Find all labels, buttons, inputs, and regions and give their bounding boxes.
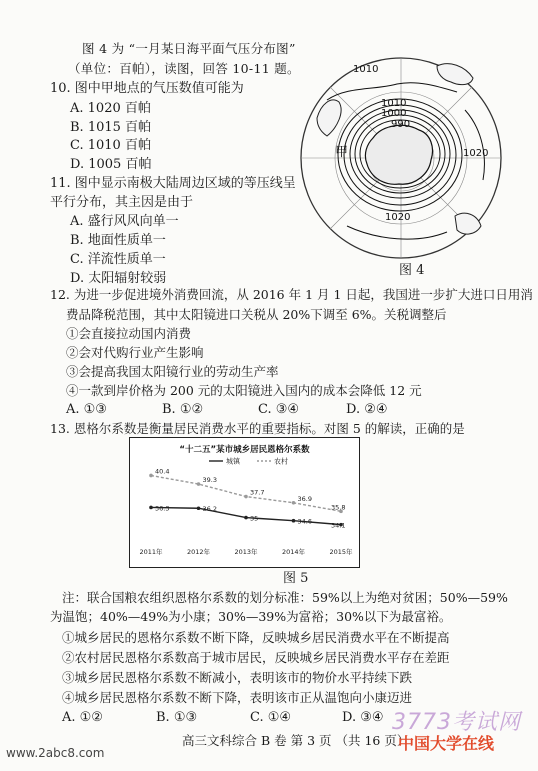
watermark-cn: 中国大学在线 bbox=[398, 734, 495, 753]
data-label-0-3: 34.6 bbox=[297, 517, 312, 526]
q10-option-b: B. 1015 百帕 bbox=[70, 120, 152, 135]
x-tick-label-0: 2011年 bbox=[139, 548, 163, 556]
legend-label-0: 城镇 bbox=[226, 457, 240, 466]
map-label-1010-top: 1010 bbox=[353, 64, 379, 75]
q11-option-c: C. 洋流性质单一 bbox=[70, 252, 166, 267]
engel-chart bbox=[129, 437, 360, 568]
data-point-0-0 bbox=[149, 506, 153, 510]
map-label-1020-east: 1020 bbox=[463, 148, 489, 159]
data-label-1-2: 37.7 bbox=[250, 488, 265, 497]
q12-stem-line-2: 费品降税范围，其中太阳镜进口关税从 20%下调至 6%。关税调整后 bbox=[66, 307, 447, 322]
q12-item-3: ③会提高我国太阳镜行业的劳动生产率 bbox=[66, 364, 279, 379]
q13-item-2: ②农村居民恩格尔系数高于城市居民，反映城乡居民消费水平存在差距 bbox=[62, 650, 450, 665]
q13-option-d: D. ③④ bbox=[342, 710, 384, 725]
data-label-1-4: 35.8 bbox=[331, 503, 346, 512]
q12-option-d: D. ②④ bbox=[346, 402, 388, 417]
q11-option-b: B. 地面性质单一 bbox=[70, 233, 166, 248]
data-point-1-0 bbox=[149, 474, 153, 478]
map-caption: 图 4 bbox=[399, 263, 425, 278]
chart-title: “十二五”某市城乡居民恩格尔系数 bbox=[179, 445, 310, 455]
data-label-0-0: 36.3 bbox=[155, 504, 170, 513]
pressure-map bbox=[287, 40, 512, 265]
q10-option-c: C. 1010 百帕 bbox=[70, 138, 151, 153]
q11-stem-line-1: 11. 图中显示南极大陆周边区域的等压线呈 bbox=[50, 176, 296, 191]
data-label-1-3: 36.9 bbox=[297, 494, 312, 503]
data-point-0-2 bbox=[244, 516, 248, 520]
q11-stem-line-2: 平行分布，其主因是由于 bbox=[50, 195, 194, 210]
legend-label-1: 农村 bbox=[274, 457, 288, 466]
data-point-1-3 bbox=[292, 501, 296, 505]
data-label-1-0: 40.4 bbox=[155, 467, 170, 476]
q13-option-b: B. ①③ bbox=[156, 710, 198, 725]
q11-option-a: A. 盛行风风向单一 bbox=[70, 214, 179, 229]
map-label-990: 990 bbox=[391, 119, 411, 130]
q10-stem: 10. 图中甲地点的气压数值可能为 bbox=[50, 81, 244, 96]
q12-option-b: B. ①② bbox=[162, 402, 204, 417]
data-label-0-4: 34.1 bbox=[331, 521, 346, 530]
q13-item-4: ④城乡居民恩格尔系数不断下降，表明该市正从温饱向小康迈进 bbox=[62, 690, 413, 705]
chart-caption: 图 5 bbox=[283, 571, 309, 586]
q13-item-3: ③城乡居民恩格尔系数不断减小，表明该市的物价水平持续下跌 bbox=[62, 670, 413, 685]
q10-option-d: D. 1005 百帕 bbox=[70, 157, 152, 172]
map-label-1010-inner: 1010 bbox=[381, 98, 407, 109]
data-point-0-3 bbox=[292, 519, 296, 523]
q10-option-a: A. 1020 百帕 bbox=[70, 101, 151, 116]
q12-option-a: A. ①③ bbox=[66, 402, 107, 417]
note-line-2: 为温饱；40%—49%为小康；30%—39%为富裕；30%以下为最富裕。 bbox=[50, 609, 452, 624]
watermark-url: www.2abc8.com bbox=[6, 746, 105, 760]
data-label-0-2: 35 bbox=[250, 514, 259, 523]
data-point-1-1 bbox=[197, 482, 201, 486]
intro-line-1: 图 4 为 “一月某日海平面气压分布图” bbox=[82, 41, 296, 56]
map-label-jia: 甲 bbox=[335, 145, 349, 160]
data-label-0-1: 36.2 bbox=[202, 505, 217, 514]
note-line-1: 注：联合国粮农组织恩格尔系数的划分标准：59%以上为绝对贫困；50%—59% bbox=[62, 590, 508, 605]
q12-item-2: ②会对代购行业产生影响 bbox=[66, 345, 204, 360]
q11-option-d: D. 太阳辐射较弱 bbox=[70, 271, 167, 286]
data-label-1-1: 39.3 bbox=[202, 476, 217, 485]
data-point-0-1 bbox=[197, 506, 201, 510]
q12-item-4: ④一款到岸价格为 200 元的太阳镜进入国内的成本会降低 12 元 bbox=[66, 383, 422, 398]
x-tick-label-4: 2015年 bbox=[329, 548, 353, 556]
x-tick-label-3: 2014年 bbox=[281, 548, 306, 556]
page-info: 高三文科综合 B 卷 第 3 页 （共 16 页） bbox=[182, 733, 410, 748]
map-label-1000: 1000 bbox=[381, 108, 407, 119]
data-point-1-2 bbox=[244, 495, 248, 499]
q13-option-a: A. ①② bbox=[62, 710, 103, 725]
intro-line-2: （单位：百帕），读图，回答 10-11 题。 bbox=[68, 61, 300, 76]
map-label-1020-south: 1020 bbox=[385, 212, 411, 223]
x-tick-label-2: 2013年 bbox=[234, 548, 258, 556]
q13-option-c: C. ①④ bbox=[250, 710, 292, 725]
q13-item-1: ①城乡居民的恩格尔系数不断下降，反映城乡居民消费水平在不断提高 bbox=[62, 630, 450, 645]
watermark-brand: 3773考试网 bbox=[392, 710, 521, 735]
x-tick-label-1: 2012年 bbox=[186, 548, 211, 556]
q13-stem: 13. 恩格尔系数是衡量居民消费水平的重要指标。对图 5 的解读，正确的是 bbox=[50, 421, 465, 436]
q12-stem-line-1: 12. 为进一步促进境外消费回流，从 2016 年 1 月 1 日起，我国进一步扩大进口日用消 bbox=[50, 287, 533, 302]
q12-item-1: ①会直接拉动国内消费 bbox=[66, 326, 192, 341]
q12-option-c: C. ③④ bbox=[258, 402, 300, 417]
